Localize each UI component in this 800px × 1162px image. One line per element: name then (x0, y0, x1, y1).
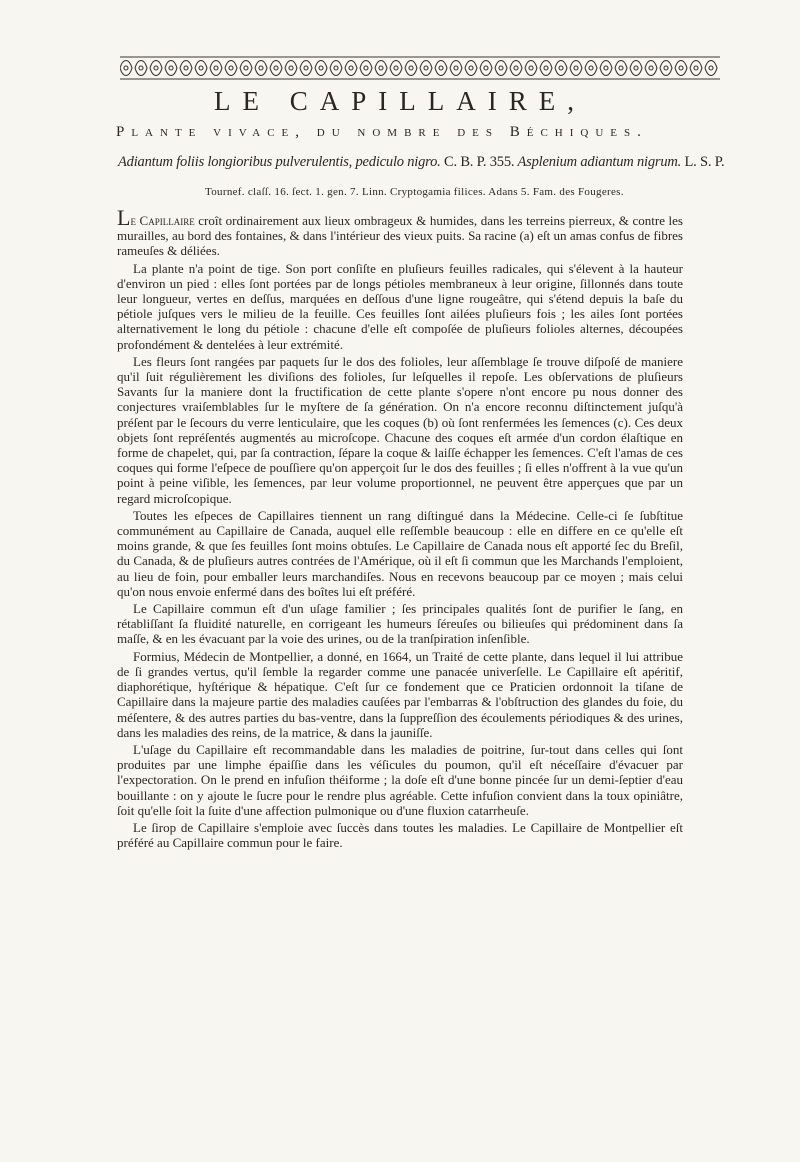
ornament-scroll (285, 61, 297, 76)
ornament-scroll (540, 61, 552, 76)
drop-cap: L (117, 205, 131, 230)
ornament-dot (574, 66, 578, 70)
ornament-dot (649, 66, 653, 70)
ornament-scroll (570, 61, 582, 76)
ornament-scroll (330, 61, 342, 76)
paragraph-7: L'uſage du Capillaire eſt recommandable dans les maladies de poitrine, ſur-tout dans celles qui ſont produites par une limphe épaiſſie dans les véſicules du poumon, qu'il eſt néceſſaire d'évacuer par l'expectoration. On le prend en infuſion théiforme ; la doſe eſt d'une bonne pincée ſur un demi-ſeptier d'eau bouillante : on y ajoute le ſucre pour le rendre plus agréable. Cette infuſion convient dans la toux opiniâtre, ſoit qu'elle ſoit la ſuite d'une affection pulmonique ou d'une fluxion catarrheuſe. (117, 741, 683, 818)
ornament-scroll (225, 61, 237, 76)
ornament-dot (349, 66, 353, 70)
ornament-scroll (135, 61, 147, 76)
paragraph-3: Les fleurs ſont rangées par paquets ſur le dos des folioles, leur aſſemblage ſe trouve diſpoſé de maniere qu'il ſuit régulièrement les diviſions des folioles, ſur leſquelles il repoſe. Les obſervations de pluſieurs Savants ſur la maniere dont la fructification de cette plante s'opere n'ont encore pu nous donner des conjectures vraiſemblables ſur le myſtere de ſa génération. On n'a encore reconnu diſtinctement juſqu'à préſent par le ſecours du verre lenticulaire, que les coques (b) où ſont renfermées les ſemences (c). Ces deux objets ſont repréſentés augmentés au microſcope. Chacune des coques eſt armée d'un cordon élaſtique en forme de chapelet, qui, par ſa contraction, ſépare la coque & laiſſe échapper les ſemences. C'eſt l'amas de ces coques qui forme l'eſpece de pouſſiere qu'on apperçoit ſur le dos des feuilles ; ſi elles n'offrent à la vue qu'un point à peine viſible, les ſemences, par leur volume proportionnel, ne peuvent être apperçues que par un regard microſcopique. (117, 353, 683, 506)
ornament-dot (394, 66, 398, 70)
ornament-scroll (600, 61, 612, 76)
ornament-dot (529, 66, 533, 70)
ornament-dot (214, 66, 218, 70)
ornament-scroll (510, 61, 522, 76)
latin-nomenclature (118, 154, 768, 171)
ornament-dot (259, 66, 263, 70)
classification-references: Tournef. claſſ. 16. ſect. 1. gen. 7. Linn. Cryptogamia filices. Adans 5. Fam. des Fougeres. (205, 186, 624, 198)
ornament-dot (244, 66, 248, 70)
page-title: LE CAPILLAIRE, (214, 86, 586, 116)
ornament-dot (514, 66, 518, 70)
ornament-dot (409, 66, 413, 70)
ornament-scroll (630, 61, 642, 76)
page-subtitle: Plante vivace, du nombre des Béchiques. (116, 124, 648, 140)
ornament-scroll (705, 61, 717, 76)
paragraph-5: Le Capillaire commun eſt d'un uſage familier ; ſes principales qualités ſont de purifier le ſang, en rétabliſſant ſa fluidité naturelle, en corrigeant les humeurs ſéreuſes ou bilieuſes qui prédominent dans ſa maſſe, & en les évacuant par la voie des urines, ou de la tranſpiration inſenſible. (117, 601, 683, 647)
ornament-dot (319, 66, 323, 70)
ornament-scroll (195, 61, 207, 76)
ornament-dot (694, 66, 698, 70)
ornament-dot (619, 66, 623, 70)
ornament-dot (454, 66, 458, 70)
ornament-dot (664, 66, 668, 70)
ornament-scroll (675, 61, 687, 76)
ornament-scroll (645, 61, 657, 76)
lead-in: e Capillaire (130, 213, 195, 228)
ornament-scroll (435, 61, 447, 76)
latin-name: Adiantum foliis longioribus pulverulentis, pediculo nigro. (118, 154, 441, 170)
ornament-dot (559, 66, 563, 70)
ornament-dot (169, 66, 173, 70)
ornament-dot (604, 66, 608, 70)
ornament-dot (709, 66, 713, 70)
ornament-dot (184, 66, 188, 70)
ornament-scroll (495, 61, 507, 76)
ornament-scroll (120, 61, 132, 76)
ornament-scroll (480, 61, 492, 76)
ornament-dot (424, 66, 428, 70)
ornament-scroll (690, 61, 702, 76)
latin-ref-lsp: L. S. P. (684, 154, 725, 170)
ornament-dot (139, 66, 143, 70)
latin-ref-cbp: C. B. P. 355. (444, 154, 515, 170)
paragraph-8: Le ſirop de Capillaire s'emploie avec ſuccès dans toutes les maladies. Le Capillaire de Montpellier eſt préféré au Capillaire commun pour le faire. (117, 819, 683, 851)
ornament-dot (124, 66, 128, 70)
latin-synonym: Asplenium adiantum nigrum. (517, 154, 682, 170)
ornament-scroll (525, 61, 537, 76)
ornament-scroll (315, 61, 327, 76)
article-body (117, 205, 683, 852)
ornament-dot (439, 66, 443, 70)
ornament-scroll (165, 61, 177, 76)
ornament-scroll (405, 61, 417, 76)
ornament-scroll (585, 61, 597, 76)
ornament-dot (304, 66, 308, 70)
paragraph-6: Formius, Médecin de Montpellier, a donné, en 1664, un Traité de cette plante, dans lequel il lui attribue de ſi grandes vertus, qu'il ſemble la regarder comme une panacée univerſelle. Le Capillaire eſt apéritif, diaphorétique, hyſtérique & hépatique. C'eſt ſur ce fondement que ce Praticien ordonnoit la tiſane de Capillaire dans la majeure partie des maladies cauſées par l'embarras & l'obſtruction des glandes du foie, du méſentere, & des autres parties du bas-ventre, dans la ſuppreſſion des écoulements périodiques & des urines, dans les maladies des reins, de la matrice, & dans la jauniſſe. (117, 648, 683, 740)
ornament-scroll (255, 61, 267, 76)
ornament-scroll (270, 61, 282, 76)
ornament-dot (544, 66, 548, 70)
paragraph-1 (117, 205, 683, 259)
ornament-dot (679, 66, 683, 70)
ornament-scroll (240, 61, 252, 76)
ornament-scroll (300, 61, 312, 76)
ornament-dot (154, 66, 158, 70)
ornament-scroll (390, 61, 402, 76)
ornament-dot (334, 66, 338, 70)
decorative-ornament-band (120, 56, 720, 80)
ornament-dot (364, 66, 368, 70)
ornament-dot (229, 66, 233, 70)
ornament-scroll (345, 61, 357, 76)
ornament-dot (589, 66, 593, 70)
ornament-scroll (465, 61, 477, 76)
ornament-scroll (360, 61, 372, 76)
paragraph-2: La plante n'a point de tige. Son port conſiſte en pluſieurs feuilles radicales, qui s'élevent à la hauteur d'environ un pied : elles ſont portées par de longs pétioles membraneux à leur origine, ſillonnés dans toute leur longueur, vertes en deſſus, marquées en deſſous d'une ligne rougeâtre, qui s'étend depuis la baſe du pétiole juſques vers le milieu de la feuille. Ces feuilles ſont ailées pluſieurs fois ; les ailes ſont portées alternativement le long du pétiole : chacune d'elle eſt compoſée de pluſieurs folioles alternes, découpées profondément & dentelées à leur extrémité. (117, 260, 683, 352)
ornament-dot (199, 66, 203, 70)
ornament-scroll (420, 61, 432, 76)
ornament-scroll (210, 61, 222, 76)
ornament-dot (484, 66, 488, 70)
paragraph-4: Toutes les eſpeces de Capillaires tiennent un rang diſtingué dans la Médecine. Celle-ci ſe ſubſtitue communément au Capillaire de Canada, auquel elle reſſemble beaucoup : elle en differe en ce qu'elle eſt moins grande, & que ſes feuilles ſont moins obtuſes. Le Capillaire de Canada nous eſt apporté ſec du Breſil, du Canada, & de pluſieurs autres contrées de l'Amérique, où il eſt ſi commun que les Marchands l'emploient, au lieu de foin, pour emballer leurs marchandiſes. Nous en recevons beaucoup par ce moyen ; mais celui qu'on nous envoie enfermé dans des boîtes lui eſt préféré. (117, 507, 683, 599)
ornament-dot (469, 66, 473, 70)
ornament-scroll (150, 61, 162, 76)
ornament-dot (634, 66, 638, 70)
ornament-dot (499, 66, 503, 70)
ornament-dot (289, 66, 293, 70)
ornament-scroll (615, 61, 627, 76)
ornament-scroll (555, 61, 567, 76)
ornament-scroll (450, 61, 462, 76)
ornament-dot (379, 66, 383, 70)
ornament-scroll (375, 61, 387, 76)
ornament-scroll (180, 61, 192, 76)
ornament-scroll (660, 61, 672, 76)
ornament-dot (274, 66, 278, 70)
paragraph-1-text: croît ordinairement aux lieux ombrageux & humides, dans les terreins pierreux, & contre les murailles, au bord des fontaines, & dans l'intérieur des vieux puits. Sa racine (a) eſt un amas confus de fibres rameuſes & déliées. (117, 213, 683, 259)
